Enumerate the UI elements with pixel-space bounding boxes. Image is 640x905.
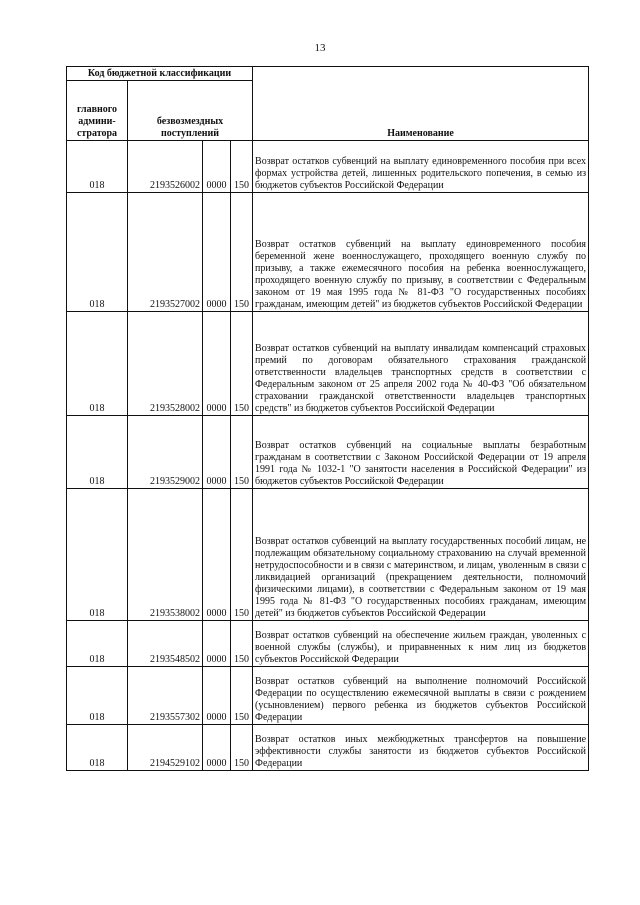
table-header-row <box>67 67 589 81</box>
name-cell: Возврат остатков субвенций на социальные выплаты безработным гражданам в соответствии с Законом Российской Федерации от 19 апреля 1991 года № 1032-1 "О занятости населения в Российской Федерации" из бюджетов субъектов Российской Федерации <box>253 416 589 489</box>
income-code-cell: 2193527002 <box>128 193 203 312</box>
income-code-cell: 2193528002 <box>128 312 203 416</box>
table-row <box>67 141 589 193</box>
admin-code-cell: 018 <box>67 621 128 667</box>
budget-classification-table <box>66 66 589 771</box>
name-header: Наименование <box>253 67 589 141</box>
subcode-cell: 0000 <box>203 193 231 312</box>
income-header-line: безвозмездных <box>156 116 224 127</box>
name-cell: Возврат остатков субвенций на выплату единовременного пособия беременной жене военнослужащего, проходящего военную службу по призыву, а также ежемесячного пособия на ребенка военнослужащего, проходящего военную службу по призыву, в соответствии с Федеральным законом от 19 мая 1995 года № 81-ФЗ "О государственных пособиях гражданам, имеющим детей" из бюджетов субъектов Российской Федерации <box>253 193 589 312</box>
code-group-header: Код бюджетной классификации <box>67 67 253 81</box>
table-row <box>67 312 589 416</box>
table-row <box>67 725 589 771</box>
income-code-cell: 2193538002 <box>128 489 203 621</box>
name-cell: Возврат остатков субвенций на выплату инвалидам компенсаций страховых премий по договорам обязательного страхования гражданской ответственности владельцев транспортных средств в соответствии с Федеральным законом от 25 апреля 2002 года № 40-ФЗ "Об обязательном страховании гражданской ответственности владельцев транспортных средств" из бюджетов субъектов Российской Федерации <box>253 312 589 416</box>
income-code-cell: 2193529002 <box>128 416 203 489</box>
income-code-cell: 2193526002 <box>128 141 203 193</box>
name-cell: Возврат остатков иных межбюджетных трансфертов на повышение эффективности службы занятости из бюджетов субъектов Российской Федерации <box>253 725 589 771</box>
name-cell: Возврат остатков субвенций на выплату государственных пособий лицам, не подлежащим обязательному социальному страхованию на случай временной нетрудоспособности и в связи с материнством, и лицам, уволенным в связи с ликвидацией организаций (прекращением деятельности, полномочий физическими лицами), в соответствии с Федеральным законом от 19 мая 1995 года № 81-ФЗ "О государственных пособиях гражданам, имеющим детей" из бюджетов субъектов Российской Федерации <box>253 489 589 621</box>
income-code-cell: 2194529102 <box>128 725 203 771</box>
group-code-cell: 150 <box>231 193 253 312</box>
subcode-cell: 0000 <box>203 141 231 193</box>
page-number: 13 <box>314 42 326 54</box>
income-code-cell: 2193557302 <box>128 667 203 725</box>
name-cell: Возврат остатков субвенций на выплату единовременного пособия при всех формах устройства детей, лишенных родительского попечения, в семью из бюджетов субъектов Российской Федерации <box>253 141 589 193</box>
admin-code-cell: 018 <box>67 193 128 312</box>
admin-header <box>67 81 128 141</box>
name-cell: Возврат остатков субвенций на обеспечение жильем граждан, уволенных с военной службы (службы), и приравненных к ним лиц из бюджетов субъектов Российской Федерации <box>253 621 589 667</box>
table-row <box>67 193 589 312</box>
admin-code-cell: 018 <box>67 416 128 489</box>
table-row <box>67 416 589 489</box>
name-cell: Возврат остатков субвенций на выполнение полномочий Российской Федерации по осуществлению ежемесячной выплаты в связи с рождением (усыновлением) первого ребенка из бюджетов субъектов Российской Федерации <box>253 667 589 725</box>
table-row <box>67 621 589 667</box>
table-row <box>67 667 589 725</box>
admin-code-cell: 018 <box>67 725 128 771</box>
subcode-cell: 0000 <box>203 312 231 416</box>
admin-code-cell: 018 <box>67 667 128 725</box>
group-code-cell: 150 <box>231 489 253 621</box>
admin-header-line: главного <box>76 104 118 115</box>
income-header <box>128 81 253 141</box>
table-row <box>67 489 589 621</box>
income-code-cell: 2193548502 <box>128 621 203 667</box>
group-code-cell: 150 <box>231 416 253 489</box>
group-code-cell: 150 <box>231 725 253 771</box>
subcode-cell: 0000 <box>203 621 231 667</box>
group-code-cell: 150 <box>231 667 253 725</box>
subcode-cell: 0000 <box>203 667 231 725</box>
admin-header-line: админи- <box>78 116 116 127</box>
admin-code-cell: 018 <box>67 141 128 193</box>
group-code-cell: 150 <box>231 312 253 416</box>
income-header-line: поступлений <box>160 128 220 139</box>
subcode-cell: 0000 <box>203 489 231 621</box>
subcode-cell: 0000 <box>203 416 231 489</box>
subcode-cell: 0000 <box>203 725 231 771</box>
admin-code-cell: 018 <box>67 489 128 621</box>
group-code-cell: 150 <box>231 141 253 193</box>
admin-header-line: стратора <box>76 128 118 139</box>
group-code-cell: 150 <box>231 621 253 667</box>
admin-code-cell: 018 <box>67 312 128 416</box>
